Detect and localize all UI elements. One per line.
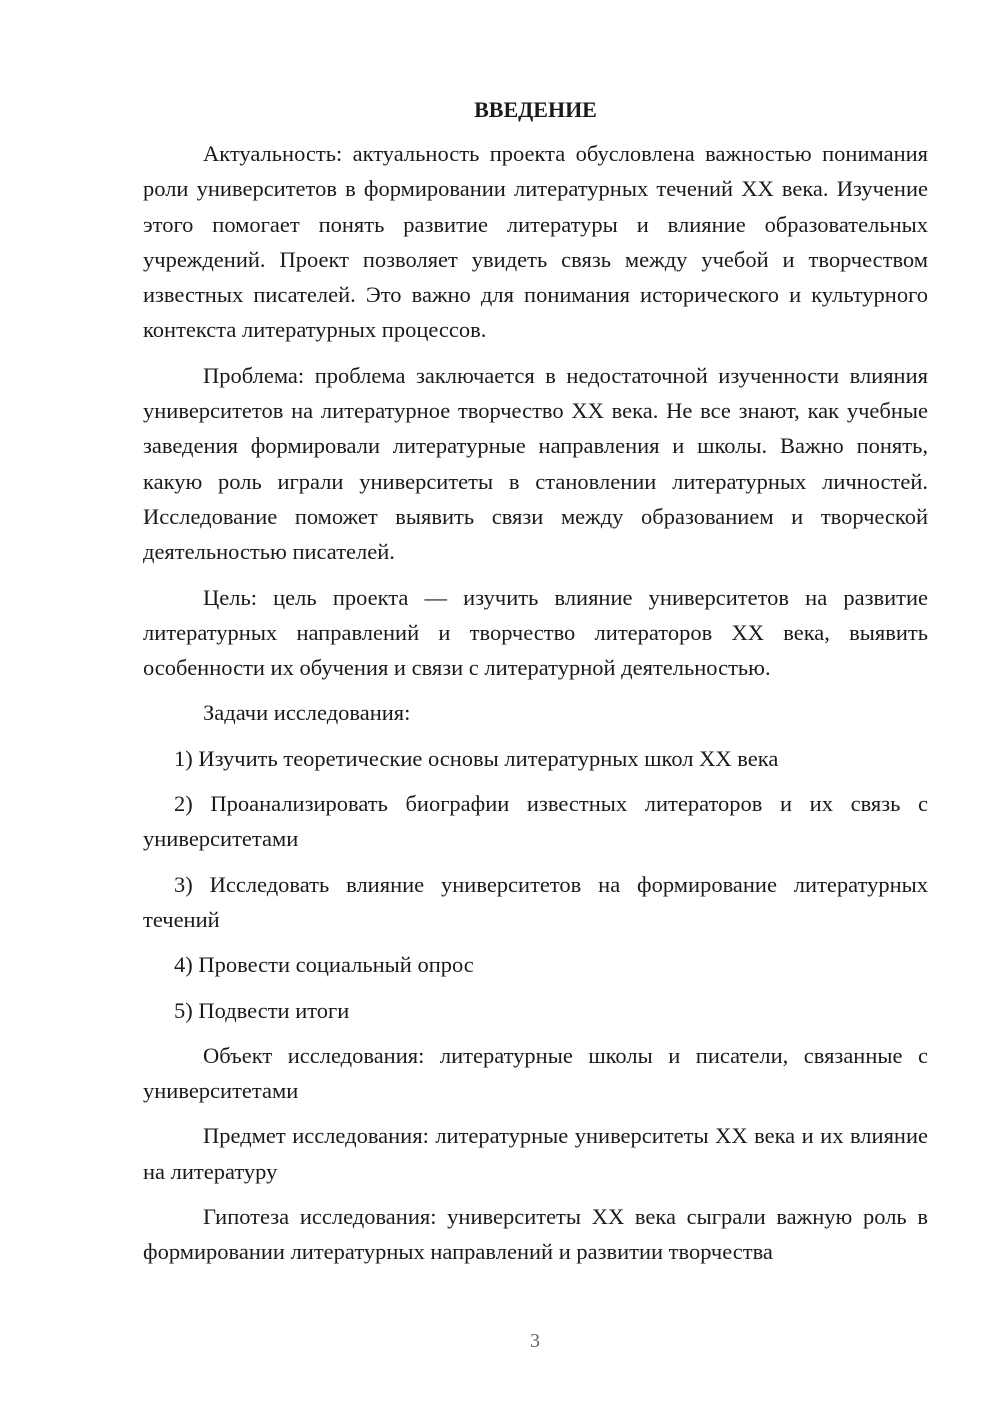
page-number: 3	[530, 1330, 540, 1352]
goal-paragraph: Цель: цель проекта — изучить влияние университетов на развитие литературных направлений и творчество литераторов XX века, выявить особенности их обучения и связи с литературной деятельностью.	[143, 584, 928, 681]
task-item-2: 2) Проанализировать биографии известных литераторов и их связь с университетами	[143, 791, 928, 852]
problem-paragraph: Проблема: проблема заключается в недостаточной изученности влияния университетов на литературное творчество XX века. Не все знают, как учебные заведения формировали литературные направления и школы. Важно понять, какую роль играли университеты в становлении литературных личностей. Исследование поможет выявить связи между образованием и творческой деятельностью писателей.	[143, 362, 928, 565]
task-item-5: 5) Подвести итоги	[174, 997, 350, 1023]
task-item-4: 4) Провести социальный опрос	[174, 952, 474, 978]
subject-paragraph: Предмет исследования: литературные университеты XX века и их влияние на литературу	[143, 1123, 928, 1184]
task-item-1: 1) Изучить теоретические основы литературных школ XX века	[174, 745, 779, 771]
object-paragraph: Объект исследования: литературные школы и писатели, связанные с университетами	[143, 1042, 928, 1104]
relevance-paragraph: Актуальность: актуальность проекта обусловлена важностью понимания роли университетов в формировании литературных течений XX века. Изучение этого помогает понять развитие литературы и влияние образовательных учреждений. Проект позволяет увидеть связь между учебой и творчеством известных писателей. Это важно для понимания исторического и культурного контекста литературных процессов.	[143, 141, 928, 343]
hypothesis-paragraph: Гипотеза исследования: университеты XX века сыграли важную роль в формировании литературных направлений и развитии творчества	[143, 1204, 928, 1265]
document-page	[143, 94, 928, 1280]
tasks-heading: Задачи исследования:	[203, 700, 411, 726]
task-item-3: 3) Исследовать влияние университетов на формирование литературных течений	[143, 871, 928, 932]
page-title: ВВЕДЕНИЕ	[474, 97, 597, 122]
